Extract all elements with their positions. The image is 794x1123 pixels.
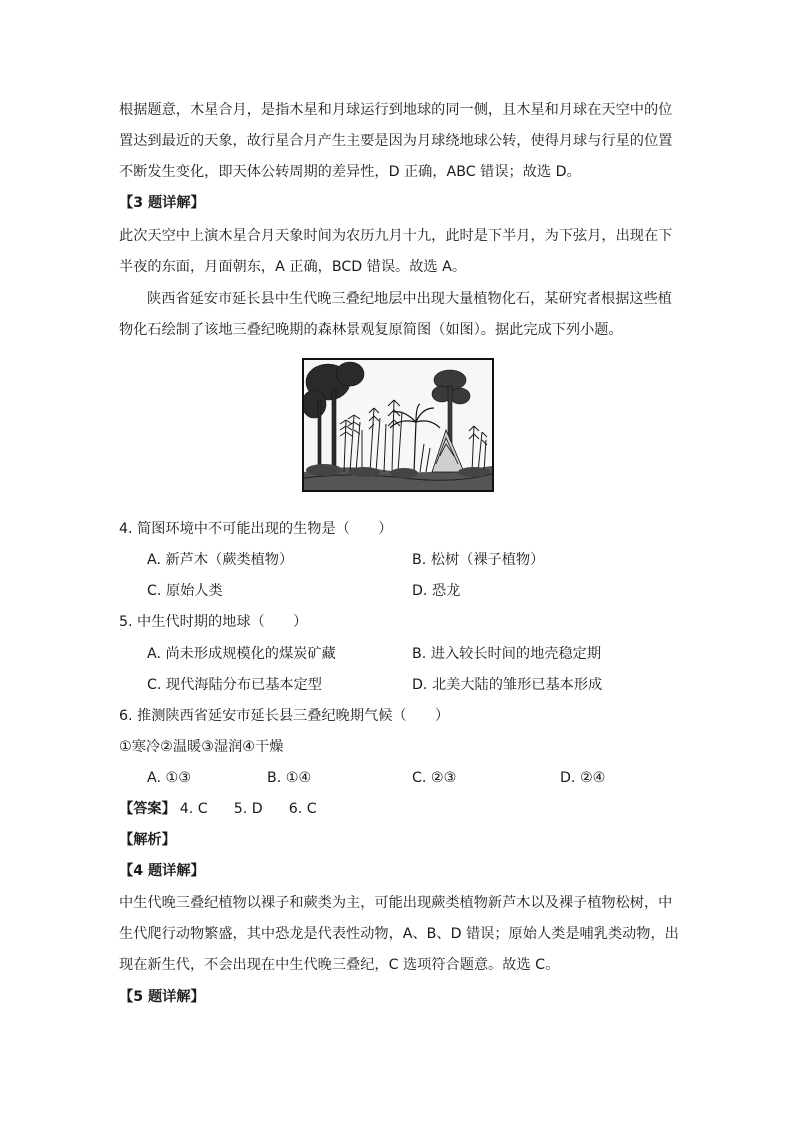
q4-detail-header: 【4 题详解】 (119, 863, 205, 879)
q5-option-d: D. 北美大陆的雏形已基本形成 (412, 677, 603, 693)
forest-landscape-figure (302, 358, 494, 492)
para1-line1: 根据题意，木星合月，是指木星和月球运行到地球的同一侧，且木星和月球在天空中的位 (119, 102, 673, 118)
answer-line (119, 799, 317, 819)
q3-text-line1: 此次天空中上演木星合月天象时间为农历九月十九，此时是下半月，为下弦月，出现在下 (119, 228, 673, 244)
q4-text-line2: 生代爬行动物繁盛，其中恐龙是代表性动物，A、B、D 错误；原始人类是哺乳类动物，出 (119, 926, 679, 942)
analysis-header: 【解析】 (119, 832, 176, 848)
q5-option-c: C. 现代海陆分布已基本定型 (147, 677, 322, 693)
q4-option-d: D. 恐龙 (412, 583, 461, 599)
q5-detail-header: 【5 题详解】 (119, 989, 205, 1005)
q3-text-line2: 半夜的东面，月面朝东，A 正确，BCD 错误。故选 A。 (119, 259, 467, 275)
q5-option-b: B. 进入较长时间的地壳稳定期 (412, 646, 602, 662)
answer-label: 【答案】 (119, 801, 176, 817)
q6-option-c: C. ②③ (412, 770, 457, 786)
q4-option-b: B. 松树（裸子植物） (412, 552, 545, 568)
q6-option-b: B. ①④ (267, 770, 312, 786)
q4-text-line3: 现在新生代，不会出现在中生代晚三叠纪，C 选项符合题意。故选 C。 (119, 957, 560, 973)
intro-line2: 物化石绘制了该地三叠纪晚期的森林景观复原简图（如图）。据此完成下列小题。 (119, 322, 623, 338)
q5-option-a: A. 尚未形成规模化的煤炭矿藏 (147, 646, 336, 662)
answer-6: 6. C (288, 801, 317, 817)
q6-items: ①寒冷②温暖③湿润④干燥 (119, 739, 284, 755)
intro-line1: 陕西省延安市延长县中生代晚三叠纪地层中出现大量植物化石，某研究者根据这些植 (147, 291, 672, 307)
q6-stem: 6. 推测陕西省延安市延长县三叠纪晚期气候（ ） (119, 708, 450, 724)
q4-option-a: A. 新芦木（蕨类植物） (147, 552, 294, 568)
q4-option-c: C. 原始人类 (147, 583, 223, 599)
q4-text-line1: 中生代晚三叠纪植物以裸子和蕨类为主，可能出现蕨类植物新芦木以及裸子植物松树，中 (119, 895, 673, 911)
q6-option-d: D. ②④ (560, 770, 606, 786)
q4-stem: 4. 简图环境中不可能出现的生物是（ ） (119, 521, 393, 537)
para1-line2: 置达到最近的天象，故行星合月产生主要是因为月球绕地球公转，使得月球与行星的位置 (119, 133, 673, 149)
forest-sketch-illustration (304, 360, 492, 490)
answer-5: 5. D (233, 801, 263, 817)
q5-stem: 5. 中生代时期的地球（ ） (119, 614, 308, 630)
para1-line3: 不断发生变化，即天体公转周期的差异性，D 正确，ABC 错误；故选 D。 (119, 164, 581, 180)
answer-4: 4. C (179, 801, 208, 817)
q6-option-a: A. ①③ (147, 770, 191, 786)
q3-header: 【3 题详解】 (119, 195, 205, 211)
